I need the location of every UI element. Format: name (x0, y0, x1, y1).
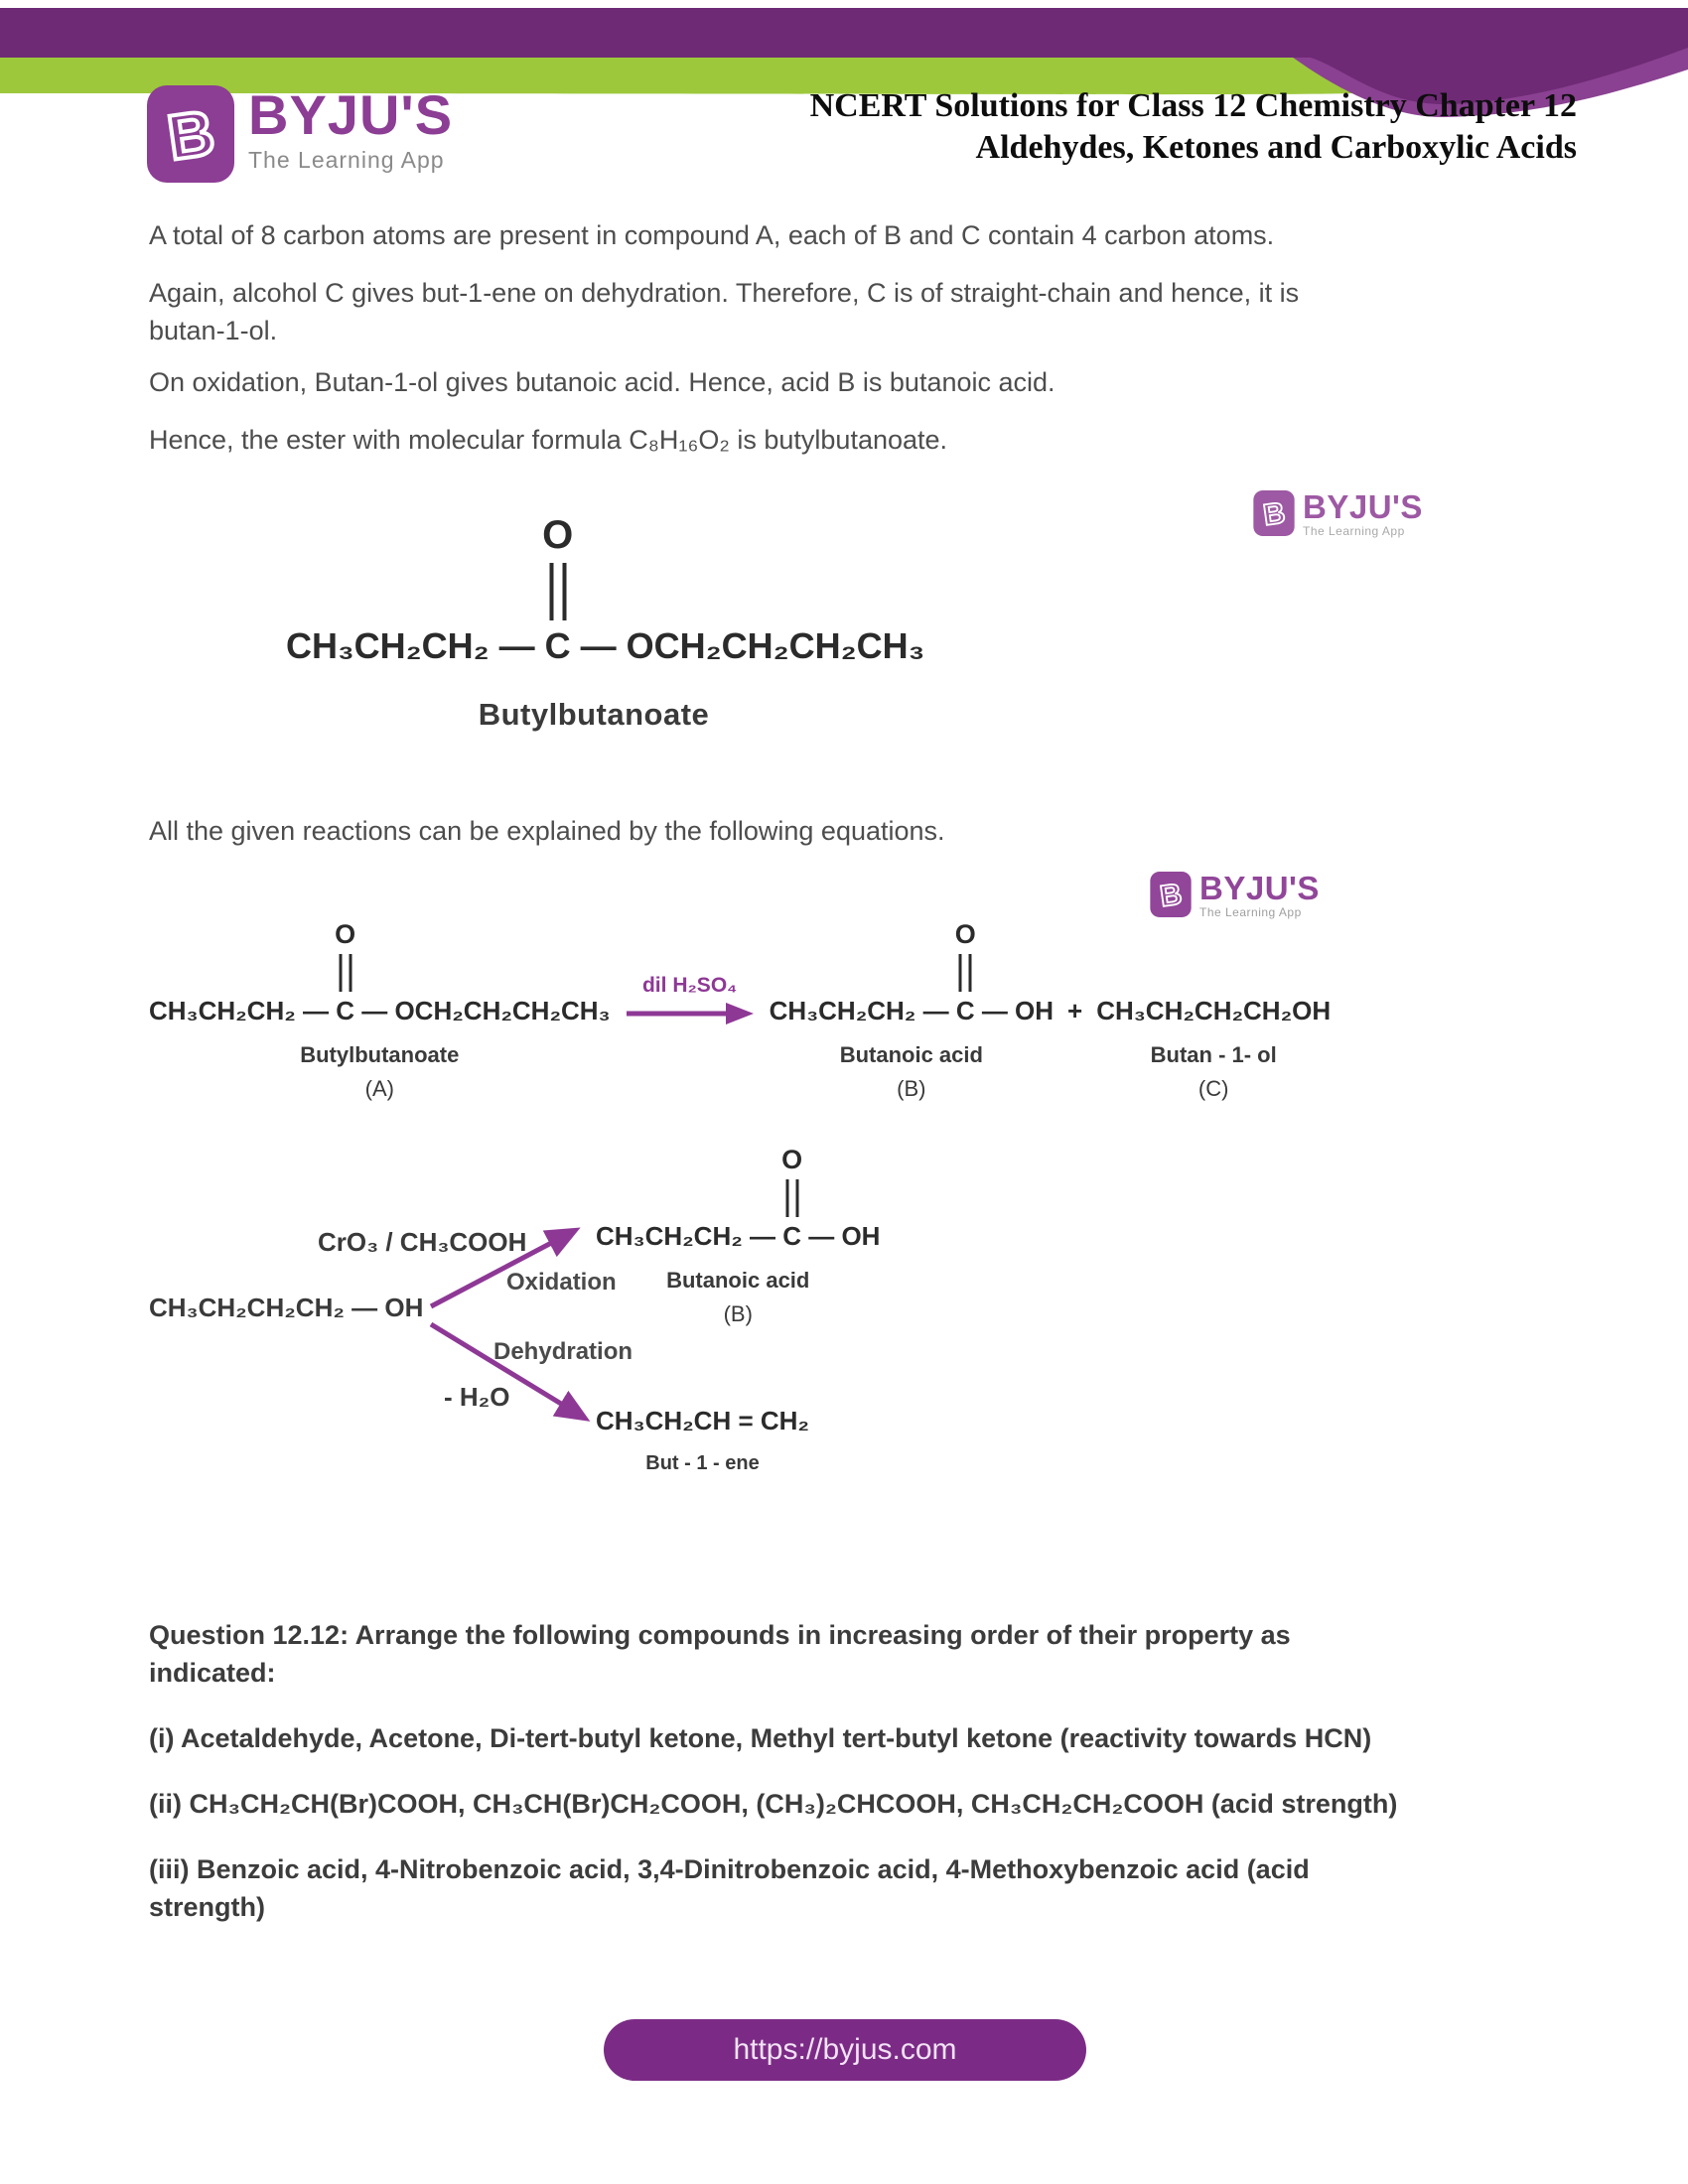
formula-right-chain: — OCH₂CH₂CH₂CH₃ (354, 996, 611, 1025)
compound-name: Butan - 1- ol (1150, 1042, 1277, 1067)
page-title-line1: NCERT Solutions for Class 12 Chemistry Chapter 12 (809, 87, 1577, 124)
byjus-watermark (1253, 490, 1423, 538)
carbonyl-carbon: C (782, 1221, 802, 1251)
page-title-line2: Aldehydes, Ketones and Carboxylic Acids (975, 129, 1577, 166)
dehydration-byproduct-label: - H₂O (444, 1382, 510, 1412)
carbonyl-oxygen: O (335, 919, 356, 949)
compound-tag: (C) (1197, 1076, 1229, 1101)
product-butanol (1096, 918, 1331, 1102)
paragraph-2 (149, 274, 1299, 349)
carbonyl-carbon: C (955, 996, 975, 1025)
compound-name: Butanoic acid (666, 1268, 810, 1293)
double-bond (549, 563, 566, 620)
reaction-arrow-block (625, 918, 756, 1027)
paragraph-5: All the given reactions can be explained by the following equations. (149, 816, 945, 846)
structure-formula (286, 508, 924, 667)
structure-caption: Butylbutanoate (478, 697, 710, 732)
product-formula: CH₃CH₂CH = CH₂ (596, 1406, 809, 1435)
question-title-line1: Question 12.12: Arrange the following compounds in increasing order of their property as (149, 1620, 1291, 1650)
compound-tag: (A) (364, 1076, 394, 1101)
byjus-logo-icon (147, 85, 234, 183)
question-title (149, 1616, 1579, 1692)
arrow-reagent-label: dil H₂SO₄ (641, 974, 738, 997)
formula-left-chain: CH₃CH₂CH₂ — (769, 996, 956, 1025)
question-block (149, 1616, 1579, 1926)
question-item-iii (149, 1850, 1579, 1926)
byjus-wordmark: BYJU'S (248, 83, 454, 146)
arrowhead-icon (726, 1003, 754, 1024)
scheme-product-butanoic-acid (596, 1144, 880, 1327)
carbonyl-carbon: C (544, 625, 571, 666)
byjus-logo (147, 85, 453, 183)
byjus-watermark-wordmark: BYJU'S (1303, 488, 1423, 525)
page-title (810, 85, 1577, 169)
product-formula (596, 1144, 880, 1252)
scheme-product-butene (596, 1406, 809, 1475)
compound-name: But - 1 - ene (645, 1452, 760, 1474)
dehydration-step-label: Dehydration (493, 1338, 633, 1365)
product-formula (770, 918, 1054, 1026)
paragraph-1: A total of 8 carbon atoms are present in compound A, each of B and C contain 4 carbon atoms. (149, 220, 1275, 250)
question-item-iii-line2: strength) (149, 1892, 265, 1922)
footer-url-label: https://byjus.com (733, 2033, 957, 2066)
plus-sign: + (1067, 996, 1083, 1025)
paragraph-3: On oxidation, Butan-1-ol gives butanoic acid. Hence, acid B is butanoic acid. (149, 367, 1055, 397)
question-item-ii: (ii) CH₃CH₂CH(Br)COOH, CH₃CH(Br)CH₂COOH, (CH₃)₂CHCOOH, CH₃CH₂CH₂COOH (acid strength) (149, 1789, 1398, 1819)
formula-left-chain: CH₃CH₂CH₂ — (596, 1221, 783, 1251)
reaction-arrow (625, 1000, 756, 1027)
byjus-watermark-tagline: The Learning App (1303, 524, 1405, 538)
oxidation-step-label: Oxidation (506, 1269, 617, 1296)
compound-tag: (B) (723, 1301, 753, 1326)
byjus-watermark (1150, 872, 1320, 919)
formula-right-chain: — OH (974, 996, 1055, 1025)
paragraph-2-line1: Again, alcohol C gives but-1-ene on dehydration. Therefore, C is of straight-chain and hence, it is (149, 278, 1300, 308)
byjus-watermark-wordmark: BYJU'S (1199, 870, 1320, 906)
formula-right-chain: — OH (801, 1221, 881, 1251)
reactant-formula (149, 918, 611, 1026)
structure-figure-butylbutanoate (286, 508, 925, 733)
double-bond (785, 1179, 798, 1217)
carbonyl-oxygen: O (781, 1145, 803, 1174)
oxidation-reagent-label: CrO₃ / CH₃COOH (318, 1227, 527, 1257)
svg-text:B: B (1261, 496, 1288, 533)
reaction-equation-hydrolysis (149, 918, 1331, 1102)
scheme-start-formula: CH₃CH₂CH₂CH₂ — OH (149, 1293, 424, 1322)
byjus-watermark-tagline: The Learning App (1199, 905, 1302, 919)
question-item-iii-line1: (iii) Benzoic acid, 4-Nitrobenzoic acid, 3,4-Dinitrobenzoic acid, 4-Methoxybenzoic acid (acid (149, 1854, 1310, 1884)
question-item-i: (i) Acetaldehyde, Acetone, Di-tert-butyl ketone, Methyl tert-butyl ketone (reactivity towards HCN) (149, 1723, 1372, 1753)
product-formula: CH₃CH₂CH₂CH₂OH (1096, 996, 1332, 1025)
footer-url-button[interactable] (604, 2019, 1086, 2081)
reactant-butylbutanoate (149, 918, 611, 1102)
double-bond (959, 954, 972, 992)
compound-name: Butylbutanoate (300, 1042, 460, 1067)
byjus-tagline: The Learning App (248, 147, 445, 173)
formula-right-chain: — OCH₂CH₂CH₂CH₃ (570, 625, 925, 666)
paragraph-4: Hence, the ester with molecular formula C₈H₁₆O₂ is butylbutanoate. (149, 425, 948, 455)
carbonyl-oxygen: O (954, 919, 976, 949)
compound-name: Butanoic acid (839, 1042, 983, 1067)
compound-tag: (B) (897, 1076, 926, 1101)
svg-text:B: B (163, 96, 219, 174)
reaction-scheme-butanol (149, 1144, 1340, 1541)
question-title-line2: indicated: (149, 1658, 276, 1688)
product-butanoic-acid (770, 918, 1054, 1102)
formula-left-chain: CH₃CH₂CH₂ — (286, 625, 545, 666)
carbonyl-carbon: C (336, 996, 355, 1025)
formula-left-chain: CH₃CH₂CH₂ — (149, 996, 337, 1025)
byjus-watermark-icon (1253, 490, 1295, 536)
paragraph-2-line2: butan-1-ol. (149, 316, 278, 345)
byjus-watermark-icon (1150, 872, 1192, 917)
double-bond (339, 954, 352, 992)
carbonyl-oxygen: O (542, 513, 574, 557)
svg-text:B: B (1158, 878, 1185, 914)
